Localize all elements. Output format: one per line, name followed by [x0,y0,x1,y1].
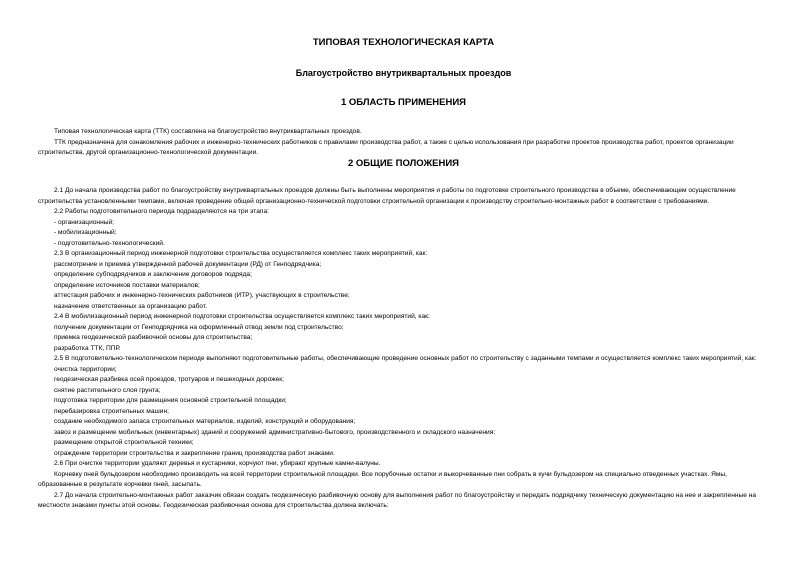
section-2-line: - организационный; [54,218,114,226]
document-title: ТИПОВАЯ ТЕХНОЛОГИЧЕСКАЯ КАРТА [312,37,495,48]
section-2-line: 2.4 В мобилизационный период инженерной подготовки строительства осуществляется комплекс таких мероприятий, как: [54,313,430,320]
section-2-line: создание необходимого запаса строительных материалов, изделий, конструкций и оборудования; [54,418,356,425]
section-2-line: Корчевку пней бульдозером необходимо производить на всей территории строительной площадки. Все порубочные остатки и выкорчеванные пни собрать в кучи бульдозером на специально отведенных участках. Ямы, образованные в результате корчевки пней, засыпать. [38,470,727,488]
section-1-paragraph: Типовая технологическая карта (ТТК) составлена на благоустройство внутриквартальных проездов. [54,128,362,135]
section-2-line: 2.3 В организационный период инженерной подготовки строительства осуществляется комплекс таких мероприятий, как: [54,250,428,257]
section-1-heading: 1 ОБЛАСТЬ ПРИМЕНЕНИЯ [340,97,467,108]
section-2-line: снятие растительного слоя грунта; [54,386,161,394]
section-2-line: назначение ответственных за организацию работ. [54,302,208,310]
section-2-line: разработка ТТК, ППР. [54,344,121,352]
section-1-body [38,127,771,159]
section-2-line: определение субподрядчиков и заключение договоров подряда; [54,271,252,278]
section-2-line: 2.2 Работы подготовительного периода подразделяются на три этапа: [54,208,269,215]
section-1-paragraph: ТТК предназначена для ознакомления рабочих и инженерно-технических работников с правилами производства работ, а также с целью использования при разработке проектов производства работ, проектов организации строительства, другой организационно-технологической документации. [38,138,734,156]
section-2-line: аттестация рабочих и инженерно-технических работников (ИТР), участвующих в строительстве; [54,292,350,299]
section-2-line: рассмотрение и приемка утвержденной рабочей документации (РД) от Генподрядчика; [54,260,322,268]
section-2-line: перебазировка строительных машин; [54,407,169,415]
section-2-body [38,186,771,512]
section-2-line: 2.1 До начала производства работ по благоустройству внутриквартальных проездов должны быть выполнены мероприятия и работы по подготовке строительного производства в объеме, обеспечивающем осуществление строительства установленными темпами, включая проведение общей организационно-технической подготовки строительной организации к производству строительно-монтажных работ в соответствии с требованиями. [38,187,736,205]
section-2-line: ограждение территории строительства и закрепление границ производства работ знаками. [54,449,335,457]
section-2-line: получение документации от Генподрядчика на оформленный отвод земли под строительство; [54,323,344,331]
section-2-heading: 2 ОБЩИЕ ПОЛОЖЕНИЯ [348,158,459,169]
section-2-line: подготовка территории для размещения основной строительной площадки; [54,397,287,404]
section-2-line: - подготовительно-технологический. [54,239,165,247]
section-2-line: приемка геодезической разбивочной основы для строительства; [54,334,253,341]
section-2-line: 2.7 До начала строительно-монтажных работ заказчик обязан создать геодезическую разбивочную основу для выполнения работ по благоустройству и передать подрядчику техническую документацию на нее и закрепленные на местности знаками пункты этой основы. Геодезическая разбивочная основа для строительства должна включать: [38,491,757,509]
document-subtitle: Благоустройство внутриквартальных проездов [295,68,512,78]
section-2-line: - мобилизационный; [54,229,117,236]
section-2-line: 2.5 В подготовительно-технологическом периоде выполняют подготовительные работы, обеспечивающие проведение основных работ по строительству с заданными темпами и осуществляется комплекс таких мероприятий, как: [54,355,757,362]
section-2-line: размещение открытой строительной техники; [54,439,194,446]
section-2-line: очистка территории; [54,365,117,373]
section-2-line: завоз и размещение мобильных (инвентарных) зданий и сооружений административно-бытового, производственного и складского назначения; [54,428,496,436]
section-2-line: геодезическая разбивка осей проездов, тротуаров и пешеходных дорожек; [54,376,284,383]
section-2-line: определение источников поставки материалов; [54,281,200,289]
section-2-line: 2.6 При очистке территории удаляют деревья и кустарники, корчуют пни, убирают крупные камни-валуны. [54,460,381,467]
